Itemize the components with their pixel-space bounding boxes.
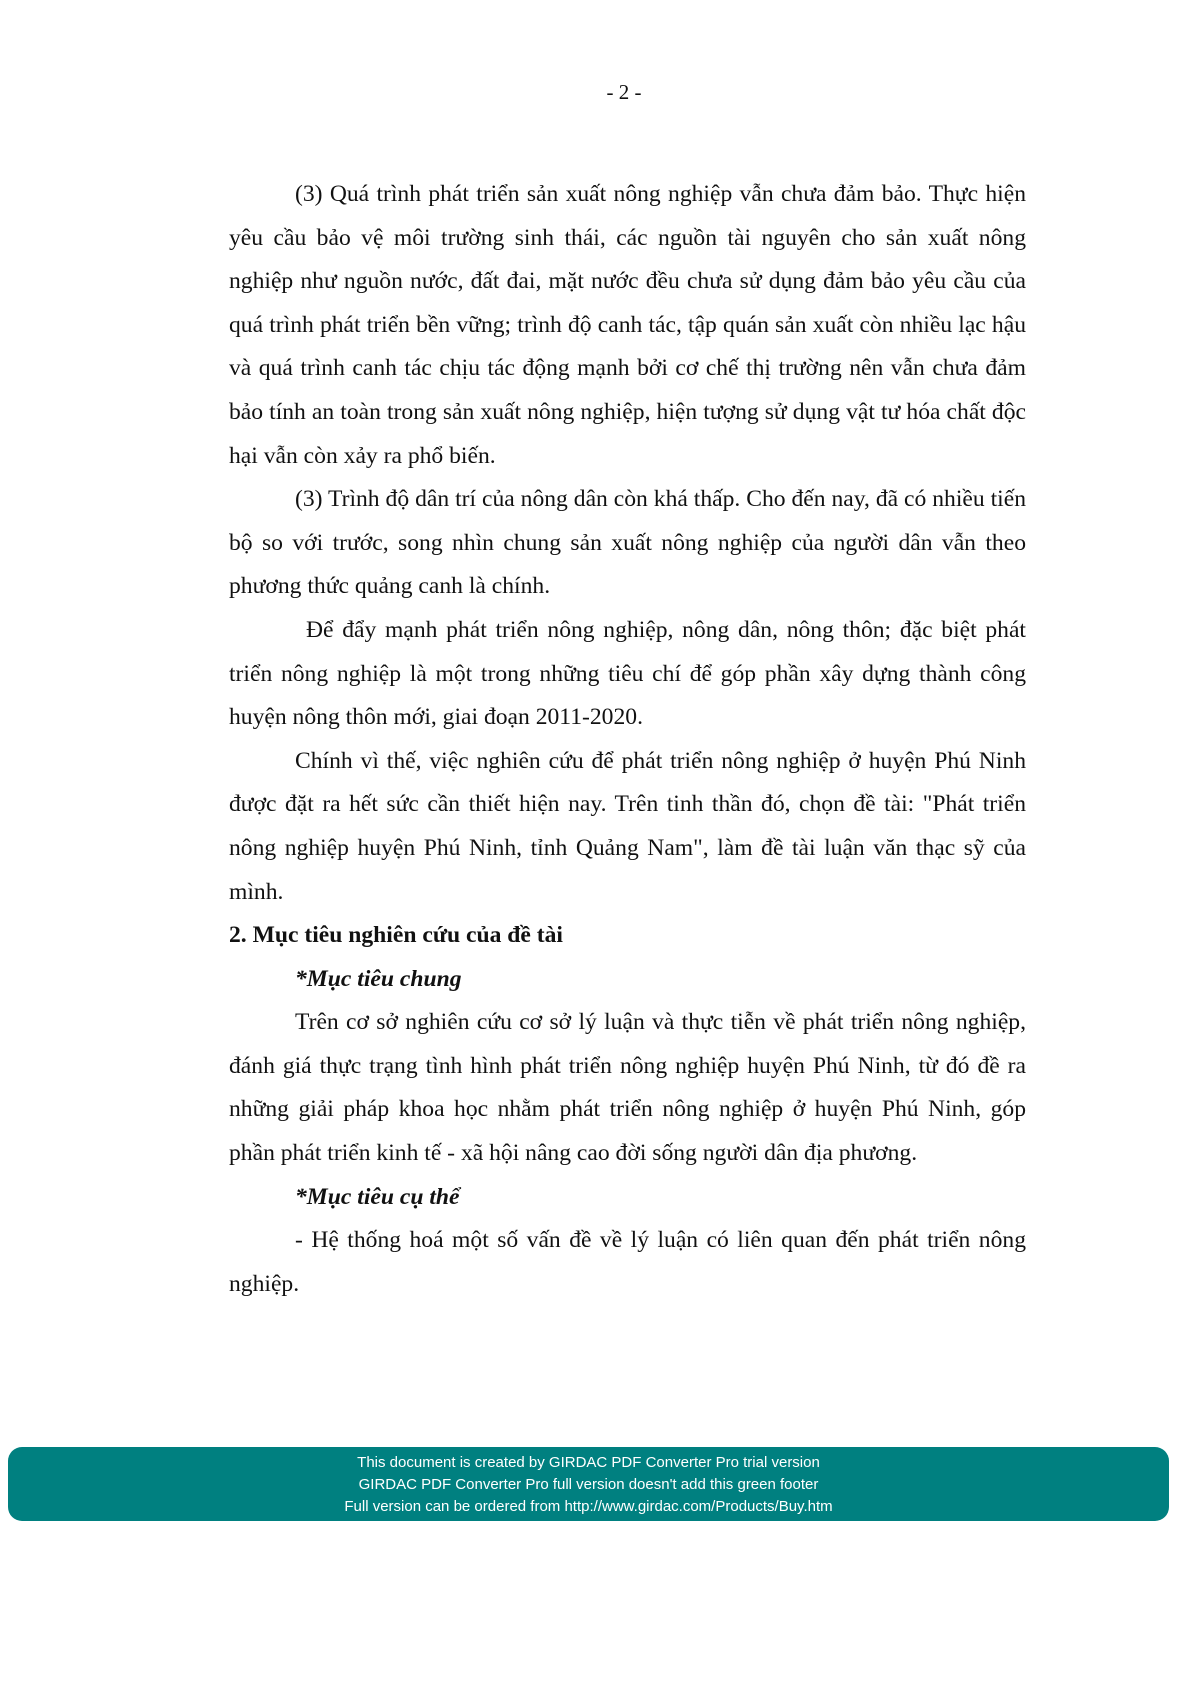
subheading-general-objective: *Mục tiêu chung (295, 965, 462, 992)
document-body (229, 173, 1026, 1306)
page-number: - 2 - (606, 80, 642, 104)
footer-line-1: This document is created by GIRDAC PDF Converter Pro trial version (357, 1454, 820, 1471)
trial-footer-banner (8, 1447, 1169, 1521)
paragraph-agricultural-development: (3) Quá trình phát triển sản xuất nông nghiệp vẫn chưa đảm bảo. Thực hiện yêu cầu bảo vệ môi trường sinh thái, các nguồn tài nguyên cho sản xuất nông nghiệp như nguồn nước, đất đai, mặt nước đều chưa sử dụng đảm bảo yêu cầu của quá trình phát triển bền vững; trình độ canh tác, tập quán sản xuất còn nhiều lạc hậu và quá trình canh tác chịu tác động mạnh bởi cơ chế thị trường nên vẫn chưa đảm bảo tính an toàn trong sản xuất nông nghiệp, hiện tượng sử dụng vật tư hóa chất độc hại vẫn còn xảy ra phổ biến. (229, 181, 1026, 469)
paragraph-education-level: (3) Trình độ dân trí của nông dân còn khá thấp. Cho đến nay, đã có nhiều tiến bộ so với trước, song nhìn chung sản xuất nông nghiệp của người dân vẫn theo phương thức quảng canh là chính. (229, 486, 1026, 600)
paragraph-general-objective: Trên cơ sở nghiên cứu cơ sở lý luận và thực tiễn về phát triển nông nghiệp, đánh giá thực trạng tình hình phát triển nông nghiệp huyện Phú Ninh, từ đó đề ra những giải pháp khoa học nhằm phát triển nông nghiệp ở huyện Phú Ninh, góp phần phát triển kinh tế - xã hội nâng cao đời sống người dân địa phương. (229, 1009, 1026, 1167)
footer-line-3: Full version can be ordered from http://www.girdac.com/Products/Buy.htm (344, 1498, 833, 1515)
subheading-specific-objective: *Mục tiêu cụ thể (295, 1183, 460, 1210)
paragraph-promotion: Để đẩy mạnh phát triển nông nghiệp, nông dân, nông thôn; đặc biệt phát triển nông nghiệp là một trong những tiêu chí để góp phần xây dựng thành công huyện nông thôn mới, giai đoạn 2011-2020. (229, 616, 1026, 731)
footer-line-2: GIRDAC PDF Converter Pro full version doesn't add this green footer (358, 1476, 819, 1493)
paragraph-research-rationale: Chính vì thế, việc nghiên cứu để phát triển nông nghiệp ở huyện Phú Ninh được đặt ra hết sức cần thiết hiện nay. Trên tinh thần đó, chọn đề tài: "Phát triển nông nghiệp huyện Phú Ninh, tỉnh Quảng Nam", làm đề tài luận văn thạc sỹ của mình. (229, 747, 1026, 905)
paragraph-specific-objective: - Hệ thống hoá một số vấn đề về lý luận có liên quan đến phát triển nông nghiệp. (229, 1227, 1026, 1297)
section-heading-objectives: 2. Mục tiêu nghiên cứu của đề tài (229, 922, 563, 949)
